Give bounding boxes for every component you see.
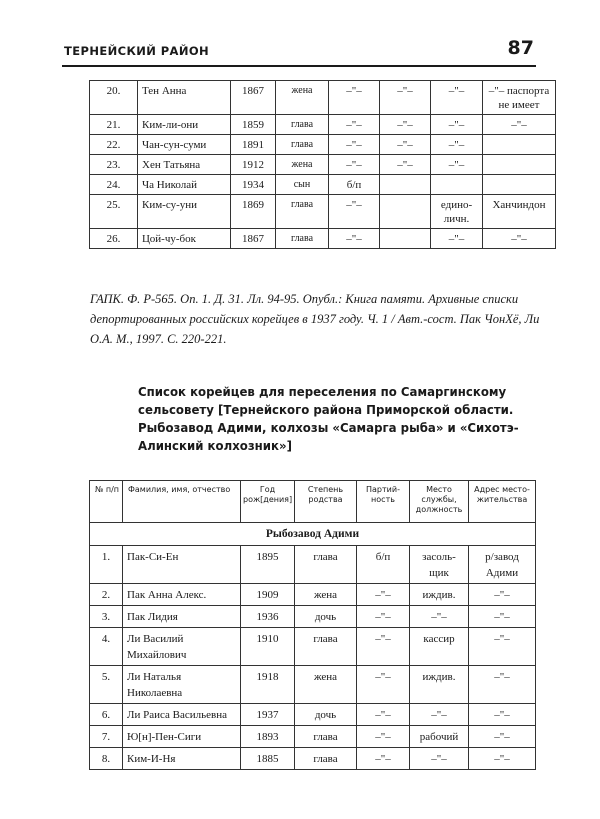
continued-list-body (90, 81, 556, 249)
birth-year: 1912 (231, 155, 276, 175)
relation: сын (276, 175, 329, 195)
relation: дочь (295, 606, 357, 628)
table-row (90, 584, 536, 606)
birth-year: 1934 (231, 175, 276, 195)
table-row (90, 704, 536, 726)
row-number: 2. (90, 584, 123, 606)
page-number: 87 (507, 37, 534, 59)
address-note: –"– (483, 229, 556, 249)
address: –"– (469, 628, 536, 666)
column-6: –"– (380, 155, 431, 175)
birth-year: 1885 (241, 748, 295, 770)
column-6 (380, 195, 431, 229)
col-header-no: № п/п (90, 481, 123, 523)
full-name: Ю[н]-Пен-Сиги (123, 726, 241, 748)
row-number: 4. (90, 628, 123, 666)
table-row (90, 666, 536, 704)
table-row (90, 155, 556, 175)
relation: глава (276, 195, 329, 229)
samarga-list-body (90, 523, 536, 770)
row-number: 8. (90, 748, 123, 770)
col-header-name: Фамилия, имя, отчество (123, 481, 241, 523)
relation: жена (276, 81, 329, 115)
relation: глава (276, 229, 329, 249)
birth-year: 1859 (231, 115, 276, 135)
relation: жена (295, 666, 357, 704)
birth-year: 1895 (241, 546, 295, 584)
occupation: –"– (431, 135, 483, 155)
full-name: Ким-ли-они (138, 115, 231, 135)
col-header-address: Адрес место-жительства (469, 481, 536, 523)
birth-year: 1937 (241, 704, 295, 726)
list-title: Список корейцев для переселения по Самаргинскому сельсовету [Тернейского района Приморской области. Рыбозавод Адими, колхозы «Самарга рыба» и «Сихотэ-Алинский колхозник»] (138, 384, 519, 453)
table-row (90, 726, 536, 748)
row-number: 7. (90, 726, 123, 748)
address-note (483, 175, 556, 195)
address: –"– (469, 584, 536, 606)
relation: глава (276, 135, 329, 155)
col-header-relation: Степень родства (295, 481, 357, 523)
address-note (483, 155, 556, 175)
relation: глава (276, 115, 329, 135)
archival-citation: ГАПК. Ф. Р-565. Оп. 1. Д. 31. Лл. 94-95. Опубл.: Книга памяти. Архивные списки депортированных российских корейцев в 1937 году. Ч. 1 / Авт.-сост. Пак ЧонХё, Ли О.А. М., 1997. С. 220-221. (90, 292, 540, 346)
full-name: Хен Татьяна (138, 155, 231, 175)
table-row (90, 546, 536, 584)
birth-year: 1867 (231, 229, 276, 249)
row-number: 5. (90, 666, 123, 704)
full-name: Пак-Си-Ен (123, 546, 241, 584)
party-status: –"– (329, 155, 380, 175)
relation: жена (295, 584, 357, 606)
full-name: Ким-су-уни (138, 195, 231, 229)
table-header-row (90, 481, 536, 523)
birth-year: 1910 (241, 628, 295, 666)
party-status: –"– (329, 229, 380, 249)
table-row (90, 195, 556, 229)
full-name: Ли Раиса Васильевна (123, 704, 241, 726)
workplace: иждив. (410, 666, 469, 704)
party-status: –"– (357, 666, 410, 704)
relation: глава (295, 628, 357, 666)
birth-year: 1893 (241, 726, 295, 748)
table-row (90, 606, 536, 628)
relation: глава (295, 726, 357, 748)
address: –"– (469, 606, 536, 628)
party-status: –"– (329, 195, 380, 229)
table-row (90, 628, 536, 666)
column-6 (380, 229, 431, 249)
col-header-party: Партий-ность (357, 481, 410, 523)
workplace: –"– (410, 748, 469, 770)
samarga-list-table (89, 480, 536, 770)
party-status: –"– (357, 584, 410, 606)
row-number: 21. (90, 115, 138, 135)
full-name: Ким-И-Ня (123, 748, 241, 770)
continued-list-table (89, 80, 556, 249)
workplace: засоль-щик (410, 546, 469, 584)
party-status: –"– (357, 606, 410, 628)
birth-year: 1891 (231, 135, 276, 155)
party-status: –"– (357, 704, 410, 726)
row-number: 3. (90, 606, 123, 628)
relation: глава (295, 546, 357, 584)
row-number: 26. (90, 229, 138, 249)
relation: дочь (295, 704, 357, 726)
column-6: –"– (380, 115, 431, 135)
relation: жена (276, 155, 329, 175)
row-number: 24. (90, 175, 138, 195)
table-row (90, 135, 556, 155)
address-note: –"– (483, 115, 556, 135)
col-header-work: Место службы, должность (410, 481, 469, 523)
birth-year: 1936 (241, 606, 295, 628)
full-name: Пак Анна Алекс. (123, 584, 241, 606)
row-number: 23. (90, 155, 138, 175)
row-number: 22. (90, 135, 138, 155)
address: –"– (469, 726, 536, 748)
running-header-title: ТЕРНЕЙСКИЙ РАЙОН (64, 44, 210, 58)
occupation: –"– (431, 81, 483, 115)
birth-year: 1867 (231, 81, 276, 115)
full-name: Ли Наталья Николаевна (123, 666, 241, 704)
workplace: кассир (410, 628, 469, 666)
full-name: Цой-чу-бок (138, 229, 231, 249)
occupation: едино-личн. (431, 195, 483, 229)
workplace: –"– (410, 704, 469, 726)
row-number: 1. (90, 546, 123, 584)
row-number: 25. (90, 195, 138, 229)
address: –"– (469, 748, 536, 770)
address: –"– (469, 666, 536, 704)
full-name: Пак Лидия (123, 606, 241, 628)
party-status: б/п (357, 546, 410, 584)
address: р/завод Адими (469, 546, 536, 584)
party-status: –"– (357, 726, 410, 748)
full-name: Чан-сун-суми (138, 135, 231, 155)
full-name: Ча Николай (138, 175, 231, 195)
party-status: –"– (329, 115, 380, 135)
table-row (90, 229, 556, 249)
party-status: –"– (357, 748, 410, 770)
column-6: –"– (380, 135, 431, 155)
section-label: Рыбозавод Адими (90, 523, 536, 546)
workplace: рабочий (410, 726, 469, 748)
column-6: –"– (380, 81, 431, 115)
header-rule (62, 65, 536, 67)
relation: глава (295, 748, 357, 770)
birth-year: 1869 (231, 195, 276, 229)
column-6 (380, 175, 431, 195)
row-number: 6. (90, 704, 123, 726)
occupation: –"– (431, 115, 483, 135)
birth-year: 1909 (241, 584, 295, 606)
table-row (90, 115, 556, 135)
address-note (483, 135, 556, 155)
party-status: –"– (329, 81, 380, 115)
party-status: б/п (329, 175, 380, 195)
occupation (431, 175, 483, 195)
full-name: Ли Василий Михайлович (123, 628, 241, 666)
table-row (90, 748, 536, 770)
workplace: –"– (410, 606, 469, 628)
table-row (90, 175, 556, 195)
workplace: иждив. (410, 584, 469, 606)
occupation: –"– (431, 155, 483, 175)
col-header-year: Год рож[дения] (241, 481, 295, 523)
birth-year: 1918 (241, 666, 295, 704)
section-row (90, 523, 536, 546)
full-name: Тен Анна (138, 81, 231, 115)
occupation: –"– (431, 229, 483, 249)
row-number: 20. (90, 81, 138, 115)
address: –"– (469, 704, 536, 726)
table-row (90, 81, 556, 115)
address-note: Ханчиндон (483, 195, 556, 229)
address-note: –"– паспорта не имеет (483, 81, 556, 115)
party-status: –"– (329, 135, 380, 155)
party-status: –"– (357, 628, 410, 666)
